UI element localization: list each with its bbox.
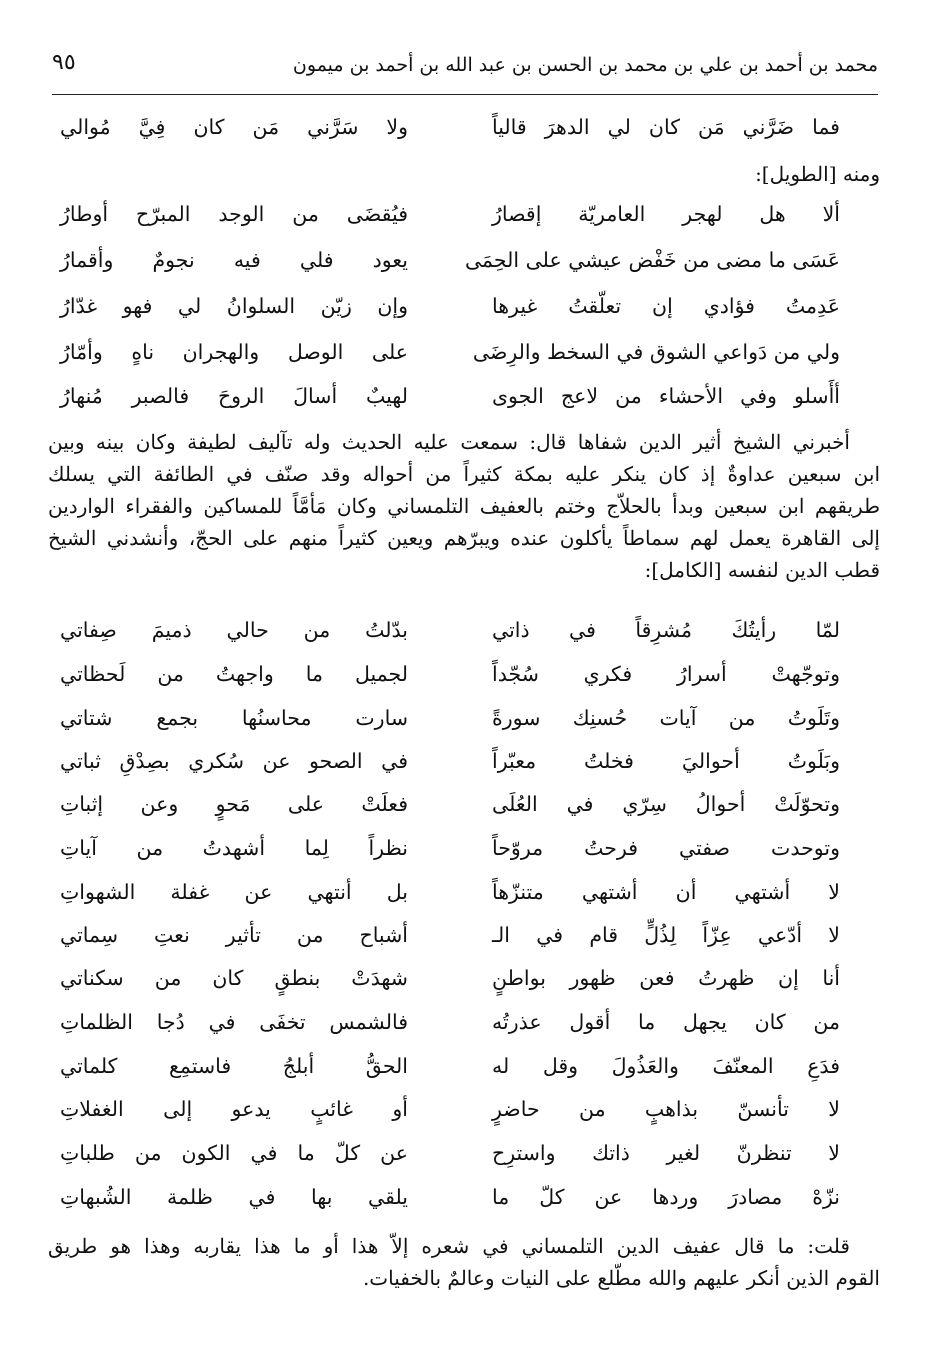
verse-first-hemistich: فما ضَرَّني مَن كان لي الدهرَ قالياً xyxy=(492,115,840,139)
verse-first-hemistich: لمّا رأيتُكَ مُشرِقاً في ذاتي xyxy=(492,618,840,642)
verse-first-hemistich: لا أشتهي أن أشتهي متنزّهاً xyxy=(492,880,840,904)
verse-second-hemistich: نظراً لِما أشهدتُ من آياتِ xyxy=(60,836,408,860)
poem-intro: ومنه [الطويل]: xyxy=(755,162,880,186)
verse-second-hemistich: في الصحو عن سُكري بصِدْقِ ثباتي xyxy=(60,749,408,773)
verse-second-hemistich: على الوصل والهجران ناهٍ وأمّارُ xyxy=(60,340,408,364)
verse-second-hemistich: شهدَتْ بنطقٍ كان من سكناتي xyxy=(60,966,408,990)
verse-line xyxy=(60,743,840,787)
verse-line xyxy=(60,1179,840,1223)
verse-first-hemistich: لا تنظرنّ لغير ذاتك واسترِح xyxy=(492,1141,840,1165)
paragraph-line: إلى القاهرة يعمل لهم سماطاً يأكلون عنده ويبرّهم ويعين كثيراً منهم على الحجّ، وأنشدني الشيخ xyxy=(48,526,880,550)
verse-line xyxy=(60,378,840,422)
verse-second-hemistich: عن كلّ ما في الكون من طلباتِ xyxy=(60,1141,408,1165)
verse-first-hemistich: فدَعِ المعنّفَ والعَذُولَ وقل له xyxy=(492,1054,840,1078)
prose-paragraph xyxy=(48,426,880,586)
verse-first-hemistich: لا أدّعي عِزّاً لِذُلٍّ قام في الـ xyxy=(492,923,840,947)
paragraph-line: قطب الدين لنفسه [الكامل]: xyxy=(644,558,880,582)
verse-line xyxy=(60,1135,840,1179)
page-header xyxy=(52,50,878,95)
verse-first-hemistich: وبَلَوتُ أحواليَ فخلتُ معبّراً xyxy=(492,749,840,773)
verse-first-hemistich: نزّهْ مصادرَ وردها عن كلّ ما xyxy=(492,1185,840,1209)
verse-second-hemistich: لهيبٌ أسالَ الروحَ فالصبر مُنهارُ xyxy=(60,384,408,408)
verse-second-hemistich: أشباح من تأثير نعتِ سِماتي xyxy=(60,923,408,947)
verse-first-hemistich: أنا إن ظهرتُ فعن ظهور بواطنٍ xyxy=(492,966,840,990)
verse-second-hemistich: بل أنتهي عن غفلة الشهواتِ xyxy=(60,880,408,904)
verse-second-hemistich: فعلَتْ على مَحوٍ وعن إثباتِ xyxy=(60,792,408,816)
verse-first-hemistich: وتوحدت صفتي فرحتُ مروّحاً xyxy=(492,836,840,860)
verse-line xyxy=(60,196,840,240)
running-title: محمد بن أحمد بن علي بن محمد بن الحسن بن عبد الله بن أحمد بن ميمون xyxy=(292,54,878,76)
verse-line xyxy=(60,917,840,961)
verse-second-hemistich: فيُقضَى من الوجد المبرّح أوطارُ xyxy=(60,202,408,226)
verse-line xyxy=(60,830,840,874)
paragraph-line: ابن سبعين عداوةٌ إذ كان ينكر عليه بمكة كثيراً من أحواله وقد صنّف في الطائفة التي يسلك xyxy=(48,462,880,486)
verse-line xyxy=(60,288,840,332)
verse-line xyxy=(60,334,840,378)
verse-line xyxy=(60,874,840,918)
verse-first-hemistich: وتحوّلَتْ أحوالُ سِرّي في العُلَى xyxy=(492,792,840,816)
verse-second-hemistich: سارت محاسنُها بجمع شتاتي xyxy=(60,706,408,730)
verse-second-hemistich: يعود فلي فيه نجومٌ وأقمارُ xyxy=(60,248,408,272)
verse-line xyxy=(60,1048,840,1092)
verse-first-hemistich: ألا هل لهجر العامريّة إقصارُ xyxy=(492,202,840,226)
verse-first-hemistich: من كان يجهل ما أقول عذرتُه xyxy=(492,1010,840,1034)
verse-line xyxy=(60,700,840,744)
verse-line xyxy=(60,786,840,830)
paragraph-line: قلت: ما قال عفيف الدين التلمساني في شعره إلاّ هذا أو ما هذا يقاربه وهذا هو طريق xyxy=(48,1234,850,1258)
verse-first-hemistich: وتَلَوتُ من آيات حُسنِك سورةً xyxy=(492,706,840,730)
page-number: ٩٥ xyxy=(52,50,76,75)
verse-first-hemistich: ولي من دَواعي الشوق في السخط والرِضَى xyxy=(472,340,840,364)
verse-second-hemistich: أو غائبٍ يدعو إلى الغفلاتِ xyxy=(60,1097,408,1121)
verse-first-hemistich: أأَسلو وفي الأحشاء من لاعج الجوى xyxy=(492,384,840,408)
prose-paragraph xyxy=(48,1230,880,1294)
verse-second-hemistich: فالشمس تخفَى في دُجا الظلماتِ xyxy=(60,1010,408,1034)
paragraph-line: أخبرني الشيخ أثير الدين شفاها قال: سمعت عليه الحديث وله تآليف لطيفة وكان بينه وبين xyxy=(48,430,850,454)
verse-first-hemistich: عَدِمتُ فؤادي إن تعلّقتُ غيرها xyxy=(492,294,840,318)
verse-second-hemistich: يلقي بها في ظلمة الشُبهاتِ xyxy=(60,1185,408,1209)
paragraph-line: طريقهم ابن سبعين وبدأ بالحلاّج وختم بالعفيف التلمساني وكان مَأمَّاً للمساكين والفقراء الواردين xyxy=(48,494,880,518)
verse-first-hemistich: لا تأنسنّ بذاهبٍ من حاضرٍ xyxy=(492,1097,840,1121)
verse-second-hemistich: وإن زيّن السلوانُ لي فهو غدّارُ xyxy=(60,294,408,318)
verse-line xyxy=(60,612,840,656)
verse-second-hemistich: الحقُّ أبلجُ فاستمِع كلماتي xyxy=(60,1054,408,1078)
verse-line xyxy=(60,242,840,286)
verse-second-hemistich: بدّلتُ من حالي ذميمَ صِفاتي xyxy=(60,618,408,642)
verse-line xyxy=(60,109,840,153)
verse-second-hemistich: لجميل ما واجهتُ من لَحظاتي xyxy=(60,662,408,686)
verse-line xyxy=(60,656,840,700)
verse-first-hemistich: عَسَى ما مضى من خَفْض عيشي على الحِمَى xyxy=(464,248,840,272)
paragraph-line: القوم الذين أنكر عليهم والله مطّلع على النيات وعالمٌ بالخفيات. xyxy=(362,1266,880,1290)
verse-line xyxy=(60,960,840,1004)
verse-second-hemistich: ولا سَرَّني مَن كان فِيَّ مُوالي xyxy=(60,115,408,139)
verse-line xyxy=(60,1091,840,1135)
verse-first-hemistich: وتوجّهتْ أسرارُ فكري سُجّداً xyxy=(492,662,840,686)
verse-line xyxy=(60,1004,840,1048)
